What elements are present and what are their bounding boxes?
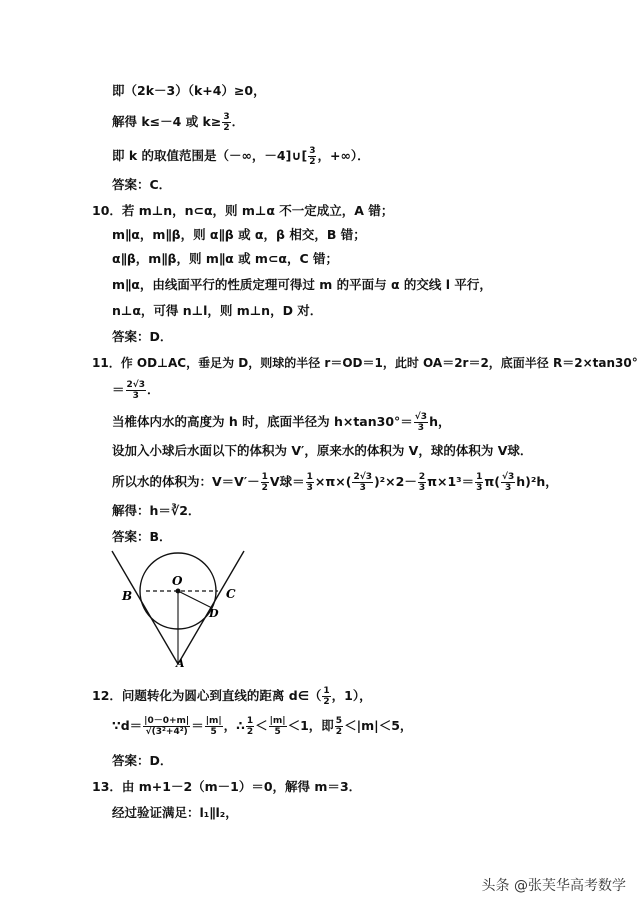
- answer-4: 答案：D．: [112, 753, 173, 768]
- q11-line-4: 设加入小球后水面以下的体积为 V′，原来水的体积为 V，球的体积为 V球．: [112, 443, 533, 458]
- fraction: $\frac{3}{2}$: [223, 112, 230, 133]
- line-3: 即 k 的取值范围是（－∞，－4]∪[ $\frac{3}{2}$ ，+∞）．: [112, 146, 370, 167]
- label-d: D: [209, 607, 219, 620]
- watermark: 头条 @张芙华高考数学: [481, 878, 626, 894]
- q13-line-2: 经过验证满足：l₁∥l₂，: [112, 805, 238, 820]
- label-o: O: [172, 574, 183, 588]
- fraction: $\frac{3}{2}$: [309, 146, 316, 167]
- line-2: 解得 k≤－4 或 k≥ $\frac{3}{2}$ ．: [112, 112, 245, 133]
- q10-line-4: m∥α，由线面平行的性质定理可得过 m 的平面与 α 的交线 l 平行，: [112, 277, 492, 292]
- line-1: 即（2k－3）（k+4）≥0，: [112, 83, 266, 98]
- q13-line-1: 13．由 m+1－2（m－1）＝0，解得 m＝3．: [92, 779, 362, 794]
- q11-line-6: 解得：h＝∛2．: [112, 503, 201, 518]
- answer-1: 答案：C．: [112, 177, 172, 192]
- label-c: C: [226, 587, 236, 601]
- cone-sphere-diagram: [108, 548, 258, 668]
- q11-line-2: ＝ $\frac{2√3}{3}$ ．: [112, 380, 160, 401]
- label-b: B: [122, 589, 133, 603]
- q11-line-1: 11．作 OD⊥AC，垂足为 D，则球的半径 r＝OD＝1，此时 OA＝2r＝2，底面半径 R＝2×tan30°: [92, 356, 638, 370]
- q11-line-5: 所以水的体积为：V＝V′－ $\frac{1}{2}$ V球＝ $\frac{1}{3}$ ×π×( $\frac{2√3}{3}$ )²×2－ $\frac{2}{3}$ π×1³＝ $\frac{1}{3}$ π( $\frac{√3}{3}$ h)²h，: [112, 472, 558, 493]
- answer-2: 答案：D．: [112, 329, 173, 344]
- q12-line-2: ∵d＝ $\frac{|0-0+m|}{\text{√(3²+4²)}}$ ＝ $\frac{|m|}{5}$ ，∴ $\frac{1}{2}$ ＜ $\frac{|m|}{5}$ ＜1，即 $\frac{5}{2}$ ＜|m|＜5，: [112, 716, 413, 737]
- fraction: $\frac{√3}{3}$: [414, 412, 428, 433]
- q10-line-1: 10．若 m⊥n，n⊂α，则 m⊥α 不一定成立，A 错；: [92, 203, 394, 218]
- q11-line-3: 当椎体内水的高度为 h 时，底面半径为 h×tan30°＝ $\frac{√3}{3}$ h，: [112, 412, 451, 433]
- q10-line-3: α∥β，m∥β，则 m∥α 或 m⊂α，C 错；: [112, 251, 339, 266]
- q10-line-5: n⊥α，可得 n⊥l，则 m⊥n，D 对．: [112, 303, 323, 318]
- q10-line-2: m∥α，m∥β，则 α∥β 或 α，β 相交，B 错；: [112, 227, 366, 242]
- q12-line-1: 12．问题转化为圆心到直线的距离 d∈（ $\frac{1}{2}$ ，1），: [92, 686, 372, 707]
- answer-3: 答案：B．: [112, 529, 172, 544]
- label-a: A: [176, 657, 185, 668]
- fraction: $\frac{2√3}{3}$: [126, 380, 146, 401]
